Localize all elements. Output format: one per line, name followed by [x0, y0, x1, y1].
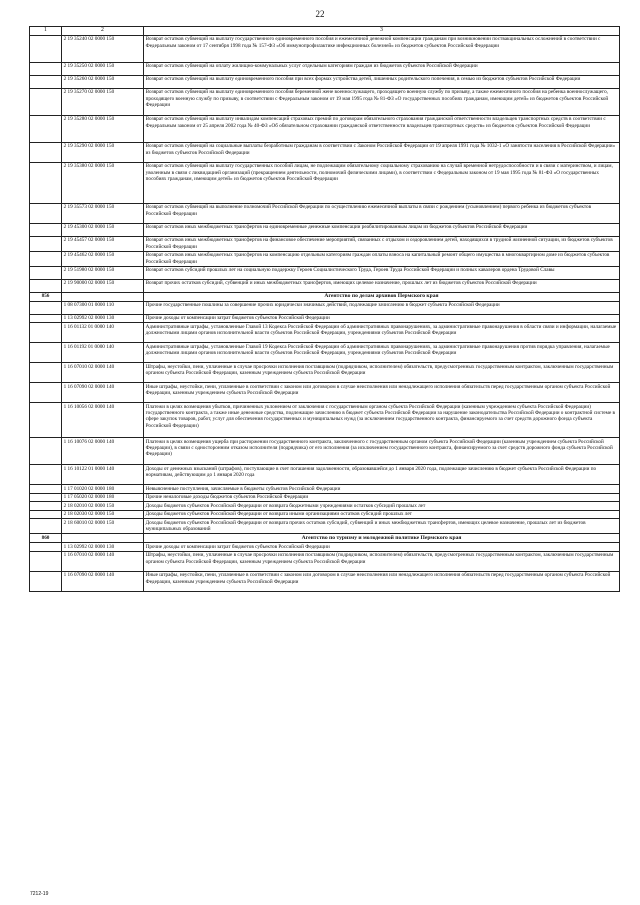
budget-code-cell: 1 16 07090 02 0000 140 — [62, 383, 144, 403]
budget-code-cell: 2 19 35270 02 0000 150 — [62, 88, 144, 115]
budget-code-cell: 1 16 10122 01 0000 140 — [62, 465, 144, 485]
agency-code-cell — [30, 162, 62, 203]
agency-row — [30, 292, 620, 301]
table-row — [30, 510, 620, 519]
budget-code-cell: 2 19 90000 02 0000 150 — [62, 279, 144, 292]
table-row — [30, 465, 620, 485]
budget-code-cell: 2 19 35380 02 0000 150 — [62, 162, 144, 203]
table-row — [30, 383, 620, 403]
description-cell: Возврат остатков субвенций на выполнение полномочий Российской Федерации по осуществлению ежемесячной выплаты в связи с рождением (усыновлением) первого ребенка из бюджетов субъектов Российской Федерации — [144, 203, 620, 223]
description-cell: Административные штрафы, установленные Главой 13 Кодекса Российской Федерации об административных правонарушениях, за административные правонарушения в области связи и информации, налагаемые должностными лицами органов исполнительной власти субъектов Российской Федерации, учреждениями субъектов Российской Федерации — [144, 323, 620, 343]
agency-code-cell — [30, 343, 62, 363]
table-row — [30, 62, 620, 75]
agency-code-cell — [30, 88, 62, 115]
budget-code-cell: 2 19 35280 02 0000 150 — [62, 115, 144, 142]
description-cell: Возврат остатков субвенций на выплату единовременного пособия беременной жене военнослужащего, проходящего военную службу по призыву, а также ежемесячного пособия на ребенка военнослужащего, проходящего военную службу по призыву, в соответствии с Федеральным законом от 19 мая 1995 года № 81-ФЗ «О государственных пособиях гражданам, имеющим детей» из бюджетов субъектов Российской Федерации — [144, 88, 620, 115]
table-row — [30, 75, 620, 88]
description-cell: Невыясненные поступления, зачисляемые в бюджеты субъектов Российской Федерации — [144, 485, 620, 494]
agency-code-cell — [30, 571, 62, 591]
header-col-1: 1 — [30, 27, 62, 36]
agency-code-cell — [30, 493, 62, 502]
description-cell: Возврат прочих остатков субсидий, субвенций и иных межбюджетных трансфертов, имеющих целевое назначение, прошлых лет из бюджетов субъектов Российской Федерации — [144, 279, 620, 292]
budget-code-cell: 1 17 01020 02 0000 180 — [62, 485, 144, 494]
budget-code-cell: 1 17 05020 02 0000 180 — [62, 493, 144, 502]
agency-code-cell — [30, 62, 62, 75]
description-cell: Прочие государственные пошлины за совершение прочих юридически значимых действий, подлежащие зачислению в бюджет субъекта Российской Федерации — [144, 301, 620, 314]
agency-code-cell — [30, 519, 62, 534]
agency-name-cell: Агентство по делам архивов Пермского края — [144, 292, 620, 301]
agency-code-cell — [30, 115, 62, 142]
description-cell: Возврат остатков субвенций на оплату жилищно-коммунальных услуг отдельным категориям граждан из бюджетов субъектов Российской Федерации — [144, 62, 620, 75]
description-cell: Доходы бюджетов субъектов Российской Федерации от возврата прочих остатков субсидий, субвенций и иных межбюджетных трансфертов, имеющих целевое назначение, прошлых лет из бюджетов муниципальных образований — [144, 519, 620, 534]
agency-code-cell — [30, 301, 62, 314]
table-row — [30, 203, 620, 223]
agency-code-cell — [30, 314, 62, 323]
budget-code-cell: 2 19 45300 02 0000 150 — [62, 223, 144, 236]
budget-code-cell: 2 18 60010 02 0000 150 — [62, 519, 144, 534]
agency-row — [30, 534, 620, 543]
description-cell: Прочие доходы от компенсации затрат бюджетов субъектов Российской Федерации — [144, 314, 620, 323]
budget-code-cell — [62, 292, 144, 301]
table-row — [30, 236, 620, 251]
agency-code-cell: 860 — [30, 534, 62, 543]
table-row — [30, 543, 620, 552]
page-number: 22 — [315, 9, 325, 19]
budget-code-cell: 1 08 07300 01 0000 110 — [62, 301, 144, 314]
table-row — [30, 323, 620, 343]
description-cell: Иные штрафы, неустойки, пени, уплаченные в соответствии с законом или договором в случае неисполнения или ненадлежащего исполнения обязательств перед государственным органом субъекта Российской Федерации, казенным учреждением субъекта Российской Федерации — [144, 571, 620, 591]
budget-code-cell: 2 18 02010 02 0000 150 — [62, 502, 144, 511]
table-row — [30, 223, 620, 236]
agency-code-cell — [30, 223, 62, 236]
agency-code-cell — [30, 266, 62, 279]
table-row — [30, 438, 620, 465]
table-row — [30, 115, 620, 142]
table-row — [30, 314, 620, 323]
agency-code-cell — [30, 543, 62, 552]
agency-code-cell — [30, 251, 62, 266]
agency-code-cell — [30, 502, 62, 511]
table-row — [30, 485, 620, 494]
agency-code-cell — [30, 383, 62, 403]
budget-codes-table — [29, 26, 620, 592]
agency-code-cell — [30, 236, 62, 251]
table-row — [30, 142, 620, 162]
agency-code-cell — [30, 438, 62, 465]
description-cell: Возврат остатков иных межбюджетных трансфертов на компенсацию отдельным категориям граждан оплаты взноса на капитальный ремонт общего имущества в многоквартирном доме из бюджетов субъектов Российской Федерации — [144, 251, 620, 266]
table-row — [30, 502, 620, 511]
description-cell: Административные штрафы, установленные Главой 19 Кодекса Российской Федерации об административных правонарушениях, за административные правонарушения против порядка управления, налагаемые должностными лицами органов исполнительной власти субъектов Российской Федерации, учреждениями субъектов Российской Федерации — [144, 343, 620, 363]
description-cell: Возврат остатков субсидий прошлых лет на социальную поддержку Героев Социалистического Труда, Героев Труда Российской Федерации и полных кавалеров ордена Трудовой Славы — [144, 266, 620, 279]
table-row — [30, 266, 620, 279]
header-col-2: 2 — [62, 27, 144, 36]
agency-code-cell — [30, 203, 62, 223]
agency-code-cell — [30, 510, 62, 519]
budget-code-cell: 2 19 35573 02 0000 150 — [62, 203, 144, 223]
table-row — [30, 519, 620, 534]
budget-code-cell: 2 19 45457 02 0000 150 — [62, 236, 144, 251]
header-row — [30, 27, 620, 36]
table-row — [30, 343, 620, 363]
agency-name-cell: Агентство по туризму и молодежной политике Пермского края — [144, 534, 620, 543]
budget-code-cell: 1 16 01132 01 0000 140 — [62, 323, 144, 343]
description-cell: Доходы бюджетов субъектов Российской Федерации от возврата бюджетными учреждениями остатков субсидий прошлых лет — [144, 502, 620, 511]
table-row — [30, 35, 620, 62]
table-row — [30, 363, 620, 383]
table-row — [30, 301, 620, 314]
agency-code-cell — [30, 551, 62, 571]
table-row — [30, 251, 620, 266]
agency-code-cell — [30, 485, 62, 494]
description-cell: Возврат остатков субвенций на социальные выплаты безработным гражданам в соответствии с Законом Российской Федерации от 19 апреля 1991 года № 1032-1 «О занятости населения в Российской Федерации» из бюджетов субъектов Российской Федерации — [144, 142, 620, 162]
description-cell: Прочие доходы от компенсации затрат бюджетов субъектов Российской Федерации — [144, 543, 620, 552]
budget-code-cell: 1 13 02992 02 0000 130 — [62, 314, 144, 323]
agency-code-cell — [30, 403, 62, 438]
description-cell: Возврат остатков иных межбюджетных трансфертов на финансовое обеспечение мероприятий, связанных с отдыхом и оздоровлением детей, находящихся в трудной жизненной ситуации, из бюджетов субъектов Российской Федерации — [144, 236, 620, 251]
budget-code-cell: 2 19 51980 02 0000 150 — [62, 266, 144, 279]
description-cell: Штрафы, неустойки, пени, уплаченные в случае просрочки исполнения поставщиком (подрядчиком, исполнителем) обязательств, предусмотренных государственным контрактом, заключенным государственным органом субъекта Российской Федерации, казенным учреждением субъекта Российской Федерации — [144, 551, 620, 571]
agency-code-cell — [30, 75, 62, 88]
budget-code-cell: 2 19 35260 02 0000 150 — [62, 75, 144, 88]
description-cell: Доходы бюджетов субъектов Российской Федерации от возврата иными организациями остатков субсидий прошлых лет — [144, 510, 620, 519]
budget-code-cell: 1 16 07010 02 0000 140 — [62, 551, 144, 571]
table-row — [30, 493, 620, 502]
budget-code-cell: 2 19 35290 02 0000 150 — [62, 142, 144, 162]
budget-code-cell: 2 19 35250 02 0000 150 — [62, 62, 144, 75]
table-row — [30, 279, 620, 292]
agency-code-cell — [30, 279, 62, 292]
agency-code-cell: 856 — [30, 292, 62, 301]
description-cell: Возврат остатков субвенций на выплату единовременного пособия при всех формах устройства детей, лишенных родительского попечения, в семью из бюджетов субъектов Российской Федерации — [144, 75, 620, 88]
header-col-3: 3 — [144, 27, 620, 36]
description-cell: Возврат остатков иных межбюджетных трансфертов на единовременные денежные компенсации реабилитированным лицам из бюджетов субъектов Российской Федерации — [144, 223, 620, 236]
description-cell: Иные штрафы, неустойки, пени, уплаченные в соответствии с законом или договором в случае неисполнения или ненадлежащего исполнения обязательств перед государственным органом субъекта Российской Федерации, казенным учреждением субъекта Российской Федерации — [144, 383, 620, 403]
agency-code-cell — [30, 363, 62, 383]
budget-code-cell: 1 16 10056 02 0000 140 — [62, 403, 144, 438]
budget-code-cell — [62, 534, 144, 543]
agency-code-cell — [30, 142, 62, 162]
description-cell: Возврат остатков субвенций на выплату государственных пособий лицам, не подлежащим обязательному социальному страхованию на случай временной нетрудоспособности и в связи с материнством, и лицам, уволенным в связи с ликвидацией организаций (прекращением деятельности, полномочий физическими лицами), в соответствии с Федеральным законом от 19 мая 1995 года № 81-ФЗ «О государственных пособиях гражданам, имеющим детей» из бюджетов субъектов Российской Федерации — [144, 162, 620, 203]
description-cell: Платежи в целях возмещения ущерба при расторжении государственного контракта, заключенного с государственным органом субъекта Российской Федерации (казенным учреждением субъекта Российской Федерации), в связи с односторонним отказом исполнителя (подрядчика) от его исполнения (за исключением государственного контракта, финансируемого за счет средств дорожного фонда субъекта Российской Федерации) — [144, 438, 620, 465]
table-row — [30, 551, 620, 571]
budget-code-cell: 1 16 07010 02 0000 140 — [62, 363, 144, 383]
budget-code-cell: 1 16 07090 02 0000 140 — [62, 571, 144, 591]
budget-code-cell: 2 18 02030 02 0000 150 — [62, 510, 144, 519]
budget-code-cell: 2 19 35240 02 0000 150 — [62, 35, 144, 62]
description-cell: Возврат остатков субвенций на выплату инвалидам компенсаций страховых премий по договорам обязательного страхования гражданской ответственности владельцев транспортных средств в соответствии с Федеральным законом от 25 апреля 2002 года № 40-ФЗ «Об обязательном страховании гражданской ответственности владельцев транспортных средств» из бюджетов субъектов Российской Федерации — [144, 115, 620, 142]
description-cell: Доходы от денежных взысканий (штрафов), поступающие в счет погашения задолженности, образовавшейся до 1 января 2020 года, подлежащие зачислению в бюджет субъекта Российской Федерации по нормативам, действующим до 1 января 2020 года — [144, 465, 620, 485]
agency-code-cell — [30, 35, 62, 62]
agency-code-cell — [30, 465, 62, 485]
table-row — [30, 403, 620, 438]
description-cell: Штрафы, неустойки, пени, уплаченные в случае просрочки исполнения поставщиком (подрядчиком, исполнителем) обязательств, предусмотренных государственным контрактом, заключенным государственным органом субъекта Российской Федерации, казенным учреждением субъекта Российской Федерации — [144, 363, 620, 383]
table-row — [30, 571, 620, 591]
agency-code-cell — [30, 323, 62, 343]
description-cell: Прочие неналоговые доходы бюджетов субъектов Российской Федерации — [144, 493, 620, 502]
budget-code-cell: 2 19 45462 02 0000 150 — [62, 251, 144, 266]
description-cell: Возврат остатков субвенций на выплату государственного единовременного пособия и ежемесячной денежной компенсации гражданам при возникновении поствакцинальных осложнений в соответствии с Федеральным законом от 17 сентября 1998 года № 157-ФЗ «Об иммунопрофилактике инфекционных болезней» из бюджетов субъектов Российской Федерации — [144, 35, 620, 62]
table-body — [30, 27, 620, 592]
footer-code: 7212-19 — [30, 891, 49, 897]
budget-code-cell: 1 13 02992 02 0000 130 — [62, 543, 144, 552]
table-row — [30, 162, 620, 203]
table-row — [30, 88, 620, 115]
budget-code-cell: 1 16 10076 02 0000 140 — [62, 438, 144, 465]
budget-code-cell: 1 16 01192 01 0000 140 — [62, 343, 144, 363]
description-cell: Платежи в целях возмещения убытков, причиненных уклонением от заключения с государственным органом субъекта Российской Федерации (казенным учреждением субъекта Российской Федерации) государственного контракта, а также иные денежные средства, подлежащие зачислению в бюджет субъекта Российской Федерации за нарушение законодательства Российской Федерации о контрактной системе в сфере закупок товаров, работ, услуг для обеспечения государственных и муниципальных нужд (за исключением государственного контракта, финансируемого за счет средств дорожного фонда субъекта Российской Федерации) — [144, 403, 620, 438]
